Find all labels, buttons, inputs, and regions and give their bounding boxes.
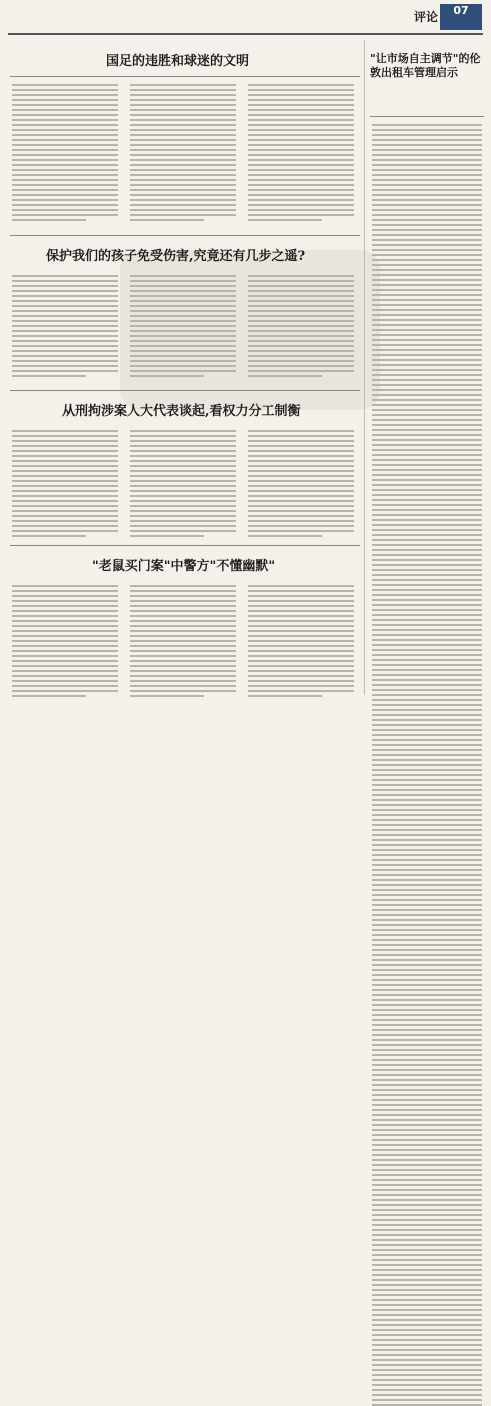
article-body bbox=[372, 124, 482, 1406]
article-body-col-1 bbox=[12, 585, 118, 700]
article-police-humor bbox=[10, 545, 360, 695]
column-divider bbox=[364, 40, 365, 695]
article-london-taxi bbox=[370, 40, 484, 695]
section-rule bbox=[10, 235, 360, 236]
article-title: 保护我们的孩子免受伤害,究竟还有几步之遥? bbox=[46, 249, 306, 264]
article-child-protection bbox=[10, 235, 360, 385]
section-rule bbox=[10, 545, 360, 546]
article-body-col-3 bbox=[248, 430, 354, 540]
article-title: "老鼠买门案"中警方"不懂幽默" bbox=[92, 559, 276, 574]
masthead bbox=[0, 0, 491, 34]
section-rule bbox=[10, 390, 360, 391]
page-number: 07 bbox=[453, 4, 469, 17]
title-rule bbox=[10, 76, 360, 77]
article-checks-and-balances bbox=[10, 390, 360, 540]
article-body-col-1 bbox=[12, 84, 118, 224]
title-rule bbox=[370, 116, 484, 117]
article-body-col-3 bbox=[248, 585, 354, 700]
article-body-col-1 bbox=[12, 430, 118, 540]
article-body-col-2 bbox=[130, 585, 236, 700]
article-body-col-3 bbox=[248, 275, 354, 380]
article-title: 国足的违胜和球迷的文明 bbox=[106, 54, 250, 69]
article-body-col-2 bbox=[130, 275, 236, 380]
article-body-col-3 bbox=[248, 84, 354, 224]
section-title: 评论 bbox=[414, 10, 439, 24]
article-body-col-1 bbox=[12, 275, 118, 380]
article-body-col-2 bbox=[130, 430, 236, 540]
masthead-rule bbox=[8, 33, 483, 35]
article-body-col-2 bbox=[130, 84, 236, 224]
article-title: 从刑拘涉案人大代表谈起,看权力分工制衡 bbox=[62, 404, 301, 419]
page-number-box bbox=[440, 4, 482, 30]
article-title: "让市场自主调节"的伦敦出租车管理启示 bbox=[370, 52, 481, 79]
article-football bbox=[10, 40, 360, 230]
